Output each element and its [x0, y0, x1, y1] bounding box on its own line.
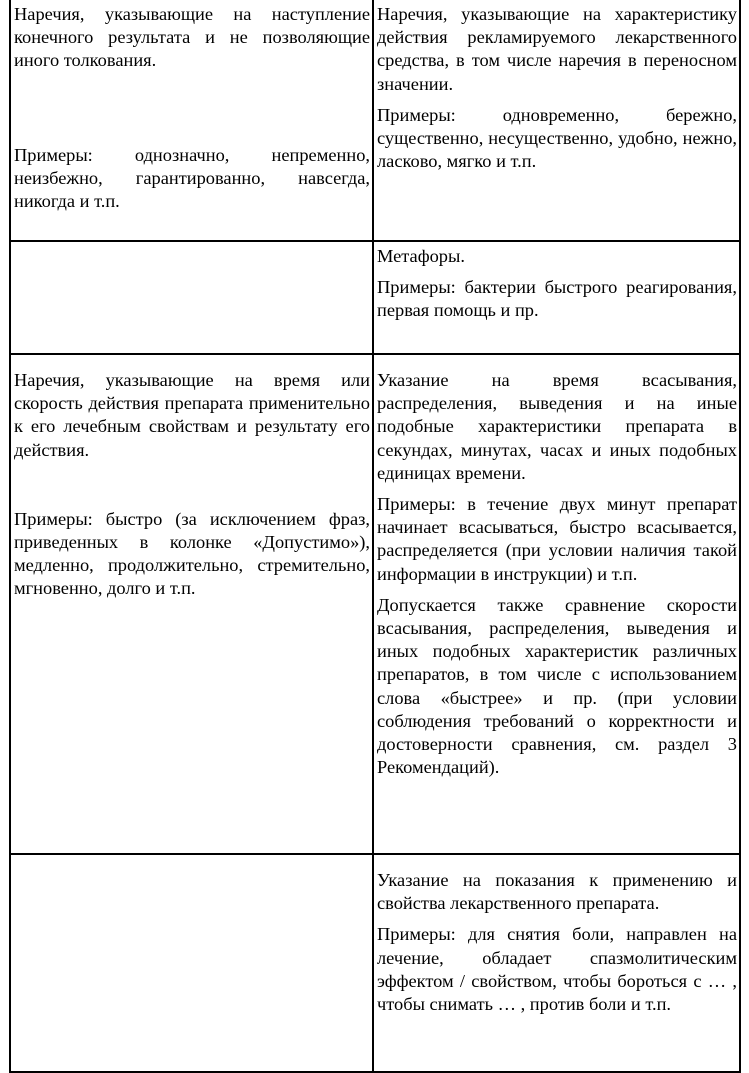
- cell-paragraph: Примеры: в течение двух минут препарат начинает всасываться, быстро всасывается, распределяется (при условии наличия такой информации в инструкции) и т.п.: [377, 494, 737, 584]
- table-cell-allowed: [373, 241, 740, 354]
- table-row: [10, 354, 740, 854]
- cell-paragraph: Указание на показания к применению и свойства лекарственного препарата.: [377, 870, 737, 914]
- cell-paragraph: Примеры: одновременно, бережно, существенно, несущественно, удобно, нежно, ласково, мягко и т.п.: [377, 104, 737, 172]
- table-cell-prohibited: [10, 241, 373, 354]
- table-cell-allowed: [373, 354, 740, 854]
- cell-paragraph: Метафоры.: [377, 246, 465, 266]
- cell-paragraph: Допускается также сравнение скорости всасывания, распределения, выведения и иных подобных характеристик различных препаратов, в том числе с использованием слова «быстрее» и пр. (при условии соблюдения требований о корректности и достоверности сравнения, см. раздел 3 Рекомендаций).: [377, 594, 737, 778]
- cell-paragraph: Примеры: бактерии быстрого реагирования, первая помощь и пр.: [377, 277, 737, 321]
- cell-paragraph: Примеры: однозначно, непременно, неизбежно, гарантированно, навсегда, никогда и т.п.: [14, 144, 370, 212]
- table-cell-allowed: [373, 0, 740, 241]
- table-cell-prohibited: [10, 354, 373, 854]
- cell-paragraph: Наречия, указывающие на характеристику действия рекламируемого лекарственного средства, в том числе наречия в переносном значении.: [377, 4, 737, 94]
- table-row: [10, 854, 740, 1072]
- table-row: [10, 241, 740, 354]
- table-cell-allowed: [373, 854, 740, 1072]
- cell-paragraph: Примеры: для снятия боли, направлен на лечение, обладает спазмолитическим эффектом / свойством, чтобы бороться с … , чтобы снимать … , против боли и т.п.: [377, 924, 737, 1015]
- table-cell-prohibited: [10, 854, 373, 1072]
- table-cell-prohibited: [10, 0, 373, 241]
- table-row: [10, 0, 740, 241]
- cell-paragraph: Указание на время всасывания, распределения, выведения и на иные подобные характеристики препарата в секундах, минутах, часах и иных подобных единицах времени.: [377, 370, 737, 483]
- comparison-table: [9, 0, 741, 1073]
- cell-paragraph: Примеры: быстро (за исключением фраз, приведенных в колонке «Допустимо»), медленно, продолжительно, стремительно, мгновенно, долго и т.п.: [14, 508, 370, 599]
- cell-paragraph: Наречия, указывающие на время или скорость действия препарата применительно к его лечебным свойствам и результату его действия.: [14, 370, 370, 460]
- cell-paragraph: Наречия, указывающие на наступление конечного результата и не позволяющие иного толкования.: [14, 4, 370, 71]
